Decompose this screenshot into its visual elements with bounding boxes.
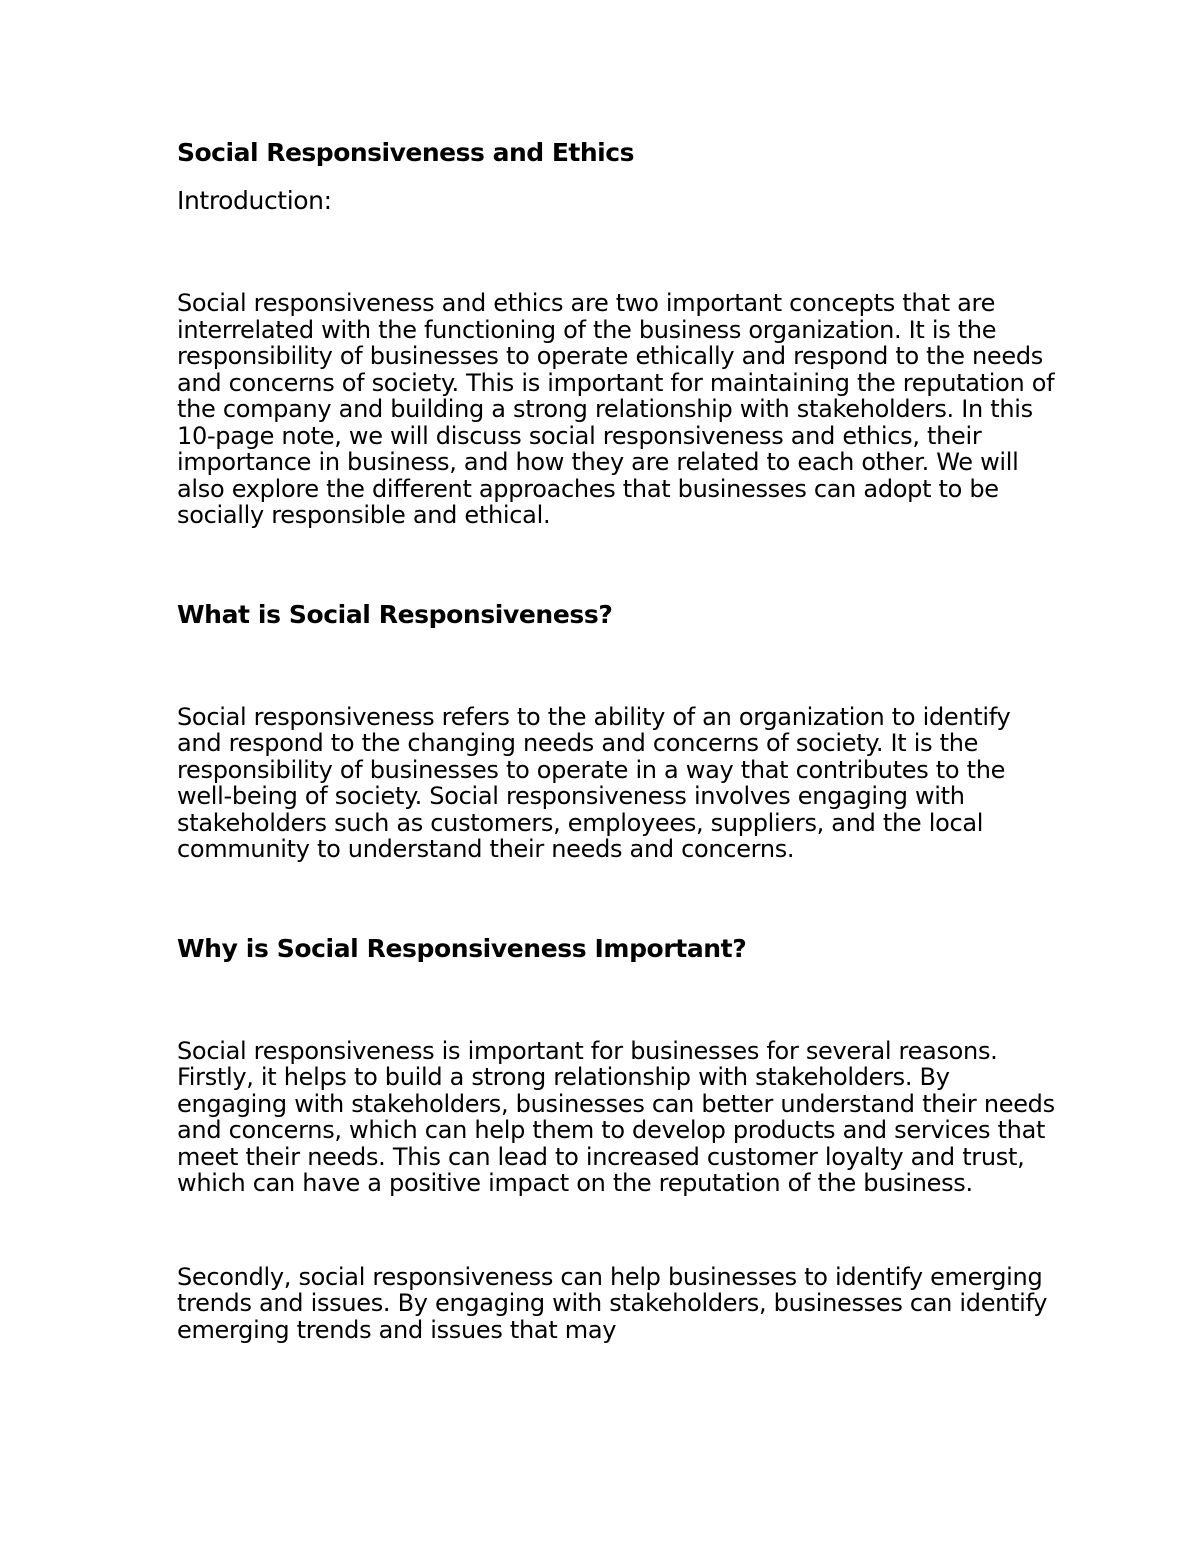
spacer — [177, 1197, 1057, 1264]
document-body — [177, 138, 1057, 1343]
section-paragraph: Secondly, social responsiveness can help businesses to identify emerging trends and issues. By engaging with stakeholders, businesses can identify emerging trends and issues that may — [177, 1262, 1048, 1344]
spacer — [177, 964, 1057, 1038]
spacer — [177, 863, 1057, 934]
section-heading-what-is: What is Social Responsiveness? — [177, 599, 613, 629]
document-title: Social Responsiveness and Ethics — [177, 138, 634, 167]
section-heading-why-important: Why is Social Responsiveness Important? — [177, 933, 747, 963]
introduction-label: Introduction: — [177, 186, 332, 215]
spacer — [177, 529, 1057, 600]
section-paragraph: Social responsiveness is important for businesses for several reasons. Firstly, it helps to build a strong relationship with stakeholders. By engaging with stakeholders, businesses can better understand their needs and concerns, which can help them to develop products and services that meet their needs. This can lead to increased customer loyalty and trust, which can have a positive impact on the reputation of the business. — [177, 1036, 1055, 1197]
section-paragraph: Social responsiveness refers to the ability of an organization to identify and respond to the changing needs and concerns of society. It is the responsibility of businesses to operate in a way that contributes to the well-being of society. Social responsiveness involves engaging with stakeholders such as customers, employees, suppliers, and the local community to understand their needs and concerns. — [177, 702, 1011, 863]
spacer — [177, 216, 1057, 290]
intro-paragraph: Social responsiveness and ethics are two important concepts that are interrelated with the functioning of the business organization. It is the responsibility of businesses to operate ethically and respond to the needs and concerns of society. This is important for maintaining the reputation of the company and building a strong relationship with stakeholders. In this 10-page note, we will discuss social responsiveness and ethics, their importance in business, and how they are related to each other. We will also explore the different approaches that businesses can adopt to be socially responsible and ethical. — [177, 289, 1055, 529]
spacer — [177, 630, 1057, 704]
